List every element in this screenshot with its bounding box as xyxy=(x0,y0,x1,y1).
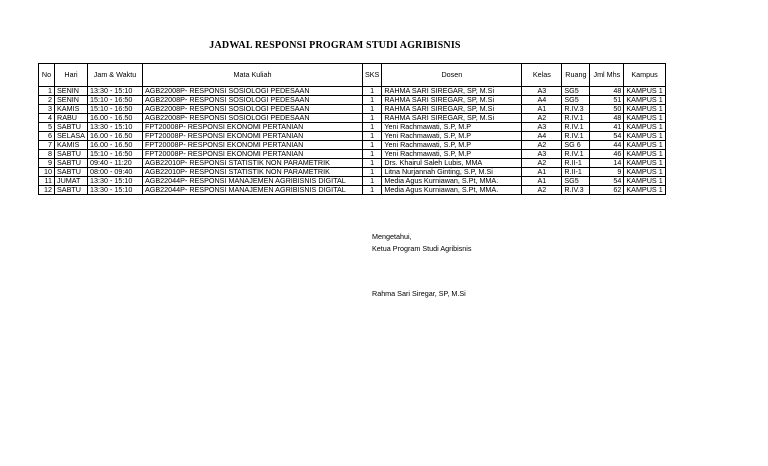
cell-kampus: KAMPUS 1 xyxy=(624,159,665,168)
table-row xyxy=(39,168,666,177)
table-row xyxy=(39,96,666,105)
cell-jam-waktu: 15:10 - 16:50 xyxy=(87,105,142,114)
cell-kelas: A1 xyxy=(522,177,562,186)
cell-dosen: RAHMA SARI SIREGAR, SP, M.Si xyxy=(382,114,522,123)
header-mata-kuliah: Mata Kuliah xyxy=(142,64,362,87)
header-jam-waktu: Jam & Waktu xyxy=(87,64,142,87)
cell-dosen: RAHMA SARI SIREGAR, SP, M.Si xyxy=(382,87,522,96)
cell-jam-waktu: 13:30 - 15:10 xyxy=(87,186,142,195)
cell-ruang: SG5 xyxy=(562,177,590,186)
cell-ruang: SG5 xyxy=(562,96,590,105)
header-dosen: Dosen xyxy=(382,64,522,87)
cell-ruang: R.IV.3 xyxy=(562,186,590,195)
cell-dosen: Media Agus Kurniawan, S.Pt, MMA. xyxy=(382,177,522,186)
cell-no: 6 xyxy=(39,132,55,141)
cell-no: 3 xyxy=(39,105,55,114)
cell-hari: SENIN xyxy=(55,87,88,96)
cell-no: 7 xyxy=(39,141,55,150)
cell-dosen: Yeni Rachmawati, S.P, M.P xyxy=(382,132,522,141)
cell-jam-waktu: 15:10 - 16:50 xyxy=(87,96,142,105)
cell-jam-waktu: 16.00 - 16.50 xyxy=(87,114,142,123)
cell-kelas: A3 xyxy=(522,87,562,96)
cell-no: 11 xyxy=(39,177,55,186)
table-row xyxy=(39,114,666,123)
cell-jam-waktu: 13:30 - 15:10 xyxy=(87,177,142,186)
cell-kelas: A2 xyxy=(522,141,562,150)
cell-kelas: A4 xyxy=(522,132,562,141)
cell-hari: SENIN xyxy=(55,96,88,105)
cell-kelas: A3 xyxy=(522,150,562,159)
cell-sks: 1 xyxy=(362,141,381,150)
cell-kampus: KAMPUS 1 xyxy=(624,123,665,132)
cell-jml-mhs: 41 xyxy=(590,123,624,132)
cell-ruang: R.IV.1 xyxy=(562,150,590,159)
cell-ruang: SG 6 xyxy=(562,141,590,150)
cell-jml-mhs: 62 xyxy=(590,186,624,195)
cell-jml-mhs: 54 xyxy=(590,177,624,186)
cell-mata-kuliah: FPT20008P- RESPONSI EKONOMI PERTANIAN xyxy=(142,141,362,150)
table-header-row xyxy=(39,64,666,87)
signature-position: Ketua Program Studi Agribisnis xyxy=(372,244,472,253)
cell-sks: 1 xyxy=(362,87,381,96)
cell-mata-kuliah: AGB22010P- RESPONSI STATISTIK NON PARAMETRIK xyxy=(142,168,362,177)
cell-ruang: R.II-1 xyxy=(562,159,590,168)
schedule-table xyxy=(38,63,666,195)
cell-kampus: KAMPUS 1 xyxy=(624,150,665,159)
cell-hari: KAMIS xyxy=(55,105,88,114)
cell-jam-waktu: 08:00 - 09:40 xyxy=(87,168,142,177)
cell-sks: 1 xyxy=(362,132,381,141)
cell-ruang: R.IV.1 xyxy=(562,123,590,132)
cell-jam-waktu: 16.00 - 16.50 xyxy=(87,132,142,141)
cell-ruang: R.IV.1 xyxy=(562,114,590,123)
cell-kampus: KAMPUS 1 xyxy=(624,141,665,150)
cell-no: 1 xyxy=(39,87,55,96)
cell-no: 9 xyxy=(39,159,55,168)
cell-kampus: KAMPUS 1 xyxy=(624,177,665,186)
cell-no: 8 xyxy=(39,150,55,159)
cell-ruang: SG5 xyxy=(562,87,590,96)
header-no: No xyxy=(39,64,55,87)
cell-dosen: Yeni Rachmawati, S.P, M.P xyxy=(382,141,522,150)
signature-name: Rahma Sari Siregar, SP, M.Si xyxy=(372,289,466,298)
cell-mata-kuliah: FPT20008P- RESPONSI EKONOMI PERTANIAN xyxy=(142,123,362,132)
table-row xyxy=(39,150,666,159)
cell-no: 5 xyxy=(39,123,55,132)
cell-kampus: KAMPUS 1 xyxy=(624,186,665,195)
cell-jam-waktu: 09:40 - 11:20 xyxy=(87,159,142,168)
cell-hari: KAMIS xyxy=(55,141,88,150)
cell-kampus: KAMPUS 1 xyxy=(624,105,665,114)
cell-sks: 1 xyxy=(362,150,381,159)
cell-jam-waktu: 16.00 - 16.50 xyxy=(87,141,142,150)
header-sks: SKS xyxy=(362,64,381,87)
cell-dosen: Yeni Rachmawati, S.P, M.P xyxy=(382,123,522,132)
cell-hari: SABTU xyxy=(55,150,88,159)
table-row xyxy=(39,87,666,96)
cell-dosen: RAHMA SARI SIREGAR, SP, M.Si xyxy=(382,96,522,105)
cell-hari: RABU xyxy=(55,114,88,123)
cell-kelas: A2 xyxy=(522,186,562,195)
cell-kelas: A1 xyxy=(522,168,562,177)
cell-dosen: Yeni Rachmawati, S.P, M.P xyxy=(382,150,522,159)
cell-ruang: R.II-1 xyxy=(562,168,590,177)
cell-hari: SELASA xyxy=(55,132,88,141)
cell-jml-mhs: 51 xyxy=(590,96,624,105)
cell-no: 2 xyxy=(39,96,55,105)
cell-sks: 1 xyxy=(362,168,381,177)
cell-mata-kuliah: FPT20008P- RESPONSI EKONOMI PERTANIAN xyxy=(142,150,362,159)
cell-hari: JUMAT xyxy=(55,177,88,186)
cell-kampus: KAMPUS 1 xyxy=(624,87,665,96)
cell-sks: 1 xyxy=(362,96,381,105)
cell-dosen: Litna Nurjannah Ginting, S.P, M.Si xyxy=(382,168,522,177)
cell-jml-mhs: 46 xyxy=(590,150,624,159)
cell-no: 12 xyxy=(39,186,55,195)
cell-mata-kuliah: AGB22044P- RESPONSI MANAJEMEN AGRIBISNIS DIGITAL xyxy=(142,186,362,195)
cell-mata-kuliah: AGB22008P- RESPONSI SOSIOLOGI PEDESAAN xyxy=(142,114,362,123)
header-kampus: Kampus xyxy=(624,64,665,87)
header-ruang: Ruang xyxy=(562,64,590,87)
cell-jml-mhs: 9 xyxy=(590,168,624,177)
cell-kelas: A2 xyxy=(522,159,562,168)
cell-jam-waktu: 13:30 - 15:10 xyxy=(87,87,142,96)
cell-jml-mhs: 44 xyxy=(590,141,624,150)
cell-jam-waktu: 13:30 - 15:10 xyxy=(87,123,142,132)
cell-kelas: A1 xyxy=(522,105,562,114)
table-row xyxy=(39,132,666,141)
cell-mata-kuliah: FPT20008P- RESPONSI EKONOMI PERTANIAN xyxy=(142,132,362,141)
cell-jml-mhs: 54 xyxy=(590,132,624,141)
cell-kampus: KAMPUS 1 xyxy=(624,114,665,123)
cell-kampus: KAMPUS 1 xyxy=(624,168,665,177)
table-row xyxy=(39,123,666,132)
table-row xyxy=(39,177,666,186)
cell-hari: SABTU xyxy=(55,159,88,168)
cell-mata-kuliah: AGB22008P- RESPONSI SOSIOLOGI PEDESAAN xyxy=(142,87,362,96)
cell-jml-mhs: 48 xyxy=(590,87,624,96)
cell-mata-kuliah: AGB22010P- RESPONSI STATISTIK NON PARAMETRIK xyxy=(142,159,362,168)
cell-hari: SABTU xyxy=(55,186,88,195)
cell-sks: 1 xyxy=(362,105,381,114)
cell-kelas: A2 xyxy=(522,114,562,123)
cell-mata-kuliah: AGB22008P- RESPONSI SOSIOLOGI PEDESAAN xyxy=(142,105,362,114)
table-row xyxy=(39,159,666,168)
cell-sks: 1 xyxy=(362,114,381,123)
cell-sks: 1 xyxy=(362,123,381,132)
cell-dosen: RAHMA SARI SIREGAR, SP, M.Si xyxy=(382,105,522,114)
signature-acknowledged: Mengetahui, xyxy=(372,232,412,241)
cell-hari: SABTU xyxy=(55,123,88,132)
cell-ruang: R.IV.3 xyxy=(562,105,590,114)
table-row xyxy=(39,105,666,114)
cell-kampus: KAMPUS 1 xyxy=(624,96,665,105)
header-jml-mhs: Jml Mhs xyxy=(590,64,624,87)
cell-hari: SABTU xyxy=(55,168,88,177)
cell-kampus: KAMPUS 1 xyxy=(624,132,665,141)
cell-sks: 1 xyxy=(362,159,381,168)
table-row xyxy=(39,186,666,195)
cell-dosen: Media Agus Kurniawan, S.Pt, MMA. xyxy=(382,186,522,195)
cell-jml-mhs: 14 xyxy=(590,159,624,168)
cell-no: 4 xyxy=(39,114,55,123)
cell-no: 10 xyxy=(39,168,55,177)
cell-jml-mhs: 50 xyxy=(590,105,624,114)
cell-ruang: R.IV.1 xyxy=(562,132,590,141)
cell-jam-waktu: 15:10 - 16:50 xyxy=(87,150,142,159)
cell-sks: 1 xyxy=(362,177,381,186)
cell-kelas: A3 xyxy=(522,123,562,132)
header-hari: Hari xyxy=(55,64,88,87)
cell-mata-kuliah: AGB22044P- RESPONSI MANAJEMEN AGRIBISNIS DIGITAL xyxy=(142,177,362,186)
cell-dosen: Drs. Khairul Saleh Lubis, MMA xyxy=(382,159,522,168)
cell-mata-kuliah: AGB22008P- RESPONSI SOSIOLOGI PEDESAAN xyxy=(142,96,362,105)
cell-sks: 1 xyxy=(362,186,381,195)
table-row xyxy=(39,141,666,150)
page-title: JADWAL RESPONSI PROGRAM STUDI AGRIBISNIS xyxy=(209,40,461,51)
cell-jml-mhs: 48 xyxy=(590,114,624,123)
header-kelas: Kelas xyxy=(522,64,562,87)
cell-kelas: A4 xyxy=(522,96,562,105)
